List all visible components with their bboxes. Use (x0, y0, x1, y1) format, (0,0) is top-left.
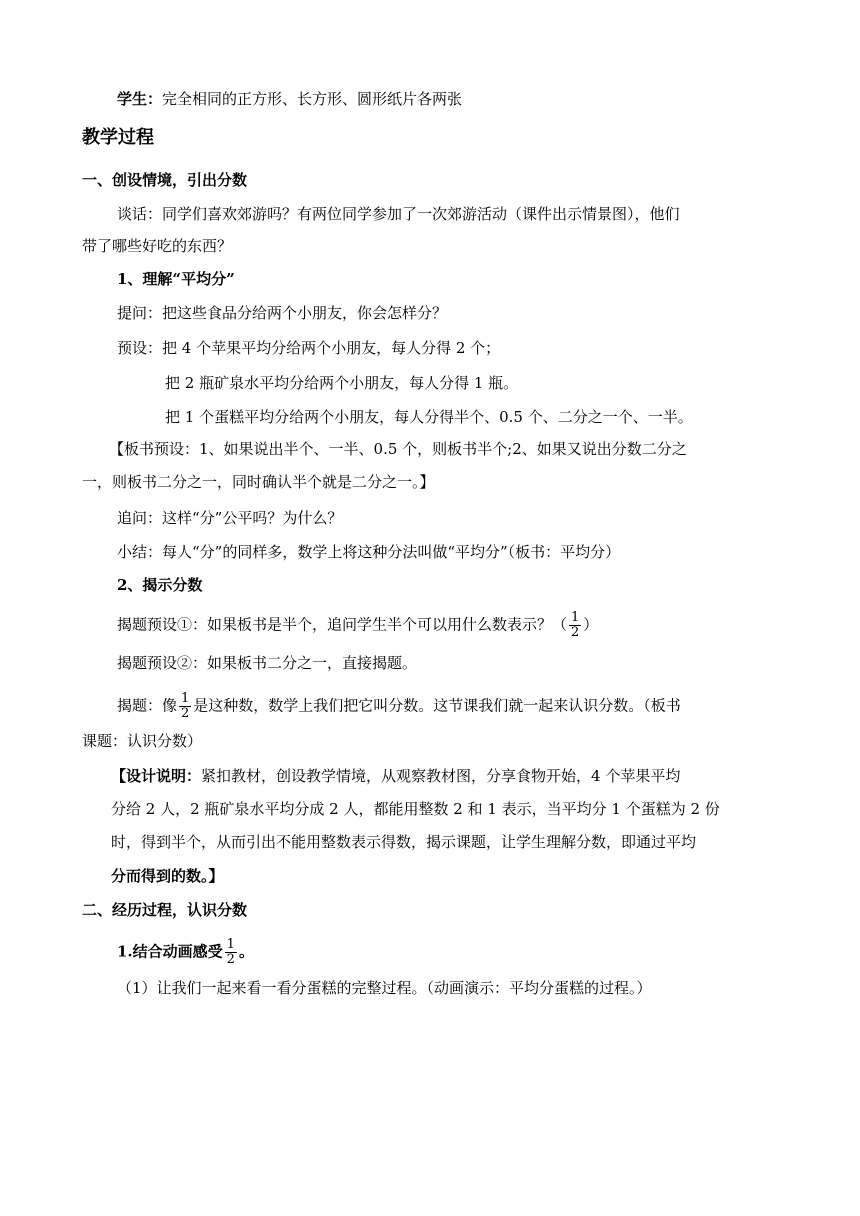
fraction-numerator: 1 (226, 937, 235, 952)
design-text-1: 紧扣教材，创设教学情境，从观察教材图，分享食物开始，4 个苹果平均 (201, 767, 681, 785)
part2-sub1-end: 。 (238, 942, 254, 961)
section-title: 教学过程 (82, 127, 154, 148)
design-line-4: 分而得到的数。】 (111, 867, 224, 885)
part2-sub1 (117, 938, 254, 967)
reveal-line-2: 揭题预设②：如果板书二分之一，直接揭题。 (117, 654, 418, 672)
talk-line-1: 谈话：同学们喜欢郊游吗？有两位同学参加了一次郊游活动（课件出示情景图），他们 (117, 205, 680, 223)
preset-line-1: 预设：把 4 个苹果平均分给两个小朋友，每人分得 2 个； (117, 339, 501, 357)
followup-line: 追问：这样“分”公平吗？为什么？ (117, 509, 343, 527)
preset-line-2: 把 2 瓶矿泉水平均分给两个小朋友，每人分得 1 瓶。 (165, 374, 519, 392)
reveal-3-start: 揭题：像 (117, 696, 178, 715)
fraction-numerator: 1 (181, 691, 190, 706)
part2-heading: 二、经历过程，认识分数 (82, 901, 248, 919)
materials-label: 学生： (117, 90, 163, 108)
preset-line-3: 把 1 个蛋糕平均分给两个小朋友，每人分得半个、0.5 个、二分之一个、一半。 (165, 408, 693, 426)
fraction-denominator: 2 (181, 706, 190, 721)
design-line-1 (111, 766, 680, 786)
reveal-line-3 (117, 692, 681, 721)
board-line-1: 【板书预设：1、如果说出半个、一半、0.5 个，则板书半个;2、如果又说出分数二分之 (109, 440, 687, 458)
design-line-2: 分给 2 人，2 瓶矿泉水平均分成 2 人，都能用整数 2 和 1 表示，当平均分 1 个蛋糕为 2 份 (111, 800, 720, 818)
reveal-line-1 (117, 611, 598, 640)
part1-heading: 一、创设情境，引出分数 (82, 171, 248, 189)
materials-text: 完全相同的正方形、长方形、圆形纸片各两张 (162, 90, 463, 108)
fraction-one-half (569, 611, 581, 640)
reveal-1-end: ） (583, 615, 599, 634)
design-label: 【设计说明： (111, 767, 202, 785)
reveal-line-3b: 课题：认识分数） (82, 732, 203, 750)
materials-line (117, 89, 462, 109)
board-line-2: 一，则板书二分之一，同时确认半个就是二分之一。】 (82, 473, 435, 491)
part2-sub1-start: 1.结合动画感受 (117, 942, 223, 961)
summary-line: 小结：每人“分”的同样多，数学上将这种分法叫做“平均分”（板书：平均分） (117, 543, 621, 561)
design-line-3: 时，得到半个，从而引出不能用整数表示得数，揭示课题，让学生理解分数，即通过平均 (111, 833, 697, 851)
fraction-one-half (225, 938, 237, 967)
part2-step1: （1）让我们一起来看一看分蛋糕的完整过程。（动画演示：平均分蛋糕的过程。） (117, 979, 652, 997)
fraction-denominator: 2 (226, 952, 235, 967)
reveal-1-text: 揭题预设①：如果板书是半个，追问学生半个可以用什么数表示？（ (117, 615, 568, 634)
sub1-heading: 1、理解“平均分” (117, 270, 235, 288)
sub2-heading: 2、揭示分数 (117, 576, 203, 594)
fraction-numerator: 1 (571, 610, 580, 625)
fraction-denominator: 2 (571, 625, 580, 640)
talk-line-2: 带了哪些好吃的东西？ (82, 237, 233, 255)
question-line: 提问：把这些食品分给两个小朋友，你会怎样分？ (117, 304, 448, 322)
fraction-one-half (179, 692, 191, 721)
reveal-3-rest: 是这种数，数学上我们把它叫分数。这节课我们就一起来认识分数。（板书 (193, 696, 681, 715)
